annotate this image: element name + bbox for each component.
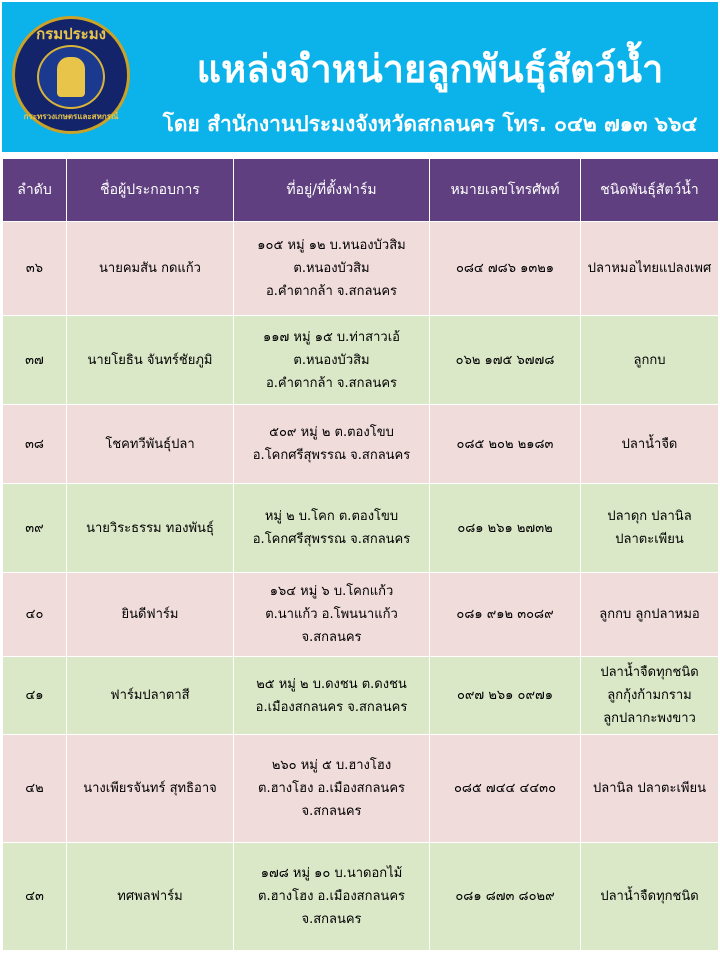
- address-line: ๑๑๗ หมู่ ๑๕ บ.ท่าสาวเอ้: [263, 329, 400, 345]
- operator-name: ฟาร์มปลาตาสี: [67, 657, 234, 735]
- address-line: อ.คำตากล้า จ.สกลนคร: [265, 375, 398, 391]
- row-number: ๓๘: [3, 405, 67, 484]
- row-number: ๓๖: [3, 222, 67, 316]
- operator-name: นายโยธิน จันทร์ชัยภูมิ: [67, 316, 234, 405]
- table-row: [3, 222, 719, 316]
- farm-address: [234, 843, 430, 951]
- address-line: ต.นาแก้ว อ.โพนนาแก้ว: [265, 607, 398, 622]
- operator-name: ยินดีฟาร์ม: [67, 573, 234, 657]
- address-line: ๒๕ หมู่ ๒ บ.ดงชน ต.ดงชน: [256, 676, 407, 692]
- address-line: ต.ฮางโฮง อ.เมืองสกลนคร: [258, 781, 405, 796]
- address-line: ๑๗๘ หมู่ ๑๐ บ.นาดอกไม้: [260, 866, 403, 881]
- row-number: ๔๑: [3, 657, 67, 735]
- species-line: ปลาตะเพียน: [615, 532, 684, 547]
- species-line: ลูกปลากะพงขาว: [603, 711, 696, 726]
- operator-name: โชคทวีพันธุ์ปลา: [67, 405, 234, 484]
- column-header-name: ชื่อผู้ประกอบการ: [67, 159, 234, 222]
- address-line: อ.คำตากล้า จ.สกลนคร: [265, 284, 398, 299]
- table-row: [3, 735, 719, 843]
- table-row: [3, 405, 719, 484]
- table-row: [3, 316, 719, 405]
- phone-number: ๐๘๑ ๒๖๑ ๒๗๓๒: [430, 484, 581, 573]
- species: [581, 484, 719, 573]
- address-line: ต.ฮางโฮง อ.เมืองสกลนคร: [258, 889, 405, 904]
- table-row: [3, 657, 719, 735]
- species: [581, 405, 719, 484]
- species-line: ปลานิล ปลาตะเพียน: [593, 781, 706, 796]
- operator-name: นายวิระธรรม ทองพันธุ์: [67, 484, 234, 573]
- column-header-address: ที่อยู่/ที่ตั้งฟาร์ม: [234, 159, 430, 222]
- address-line: ๕๐๙ หมู่ ๒ ต.ตองโขบ: [269, 425, 394, 440]
- table-row: [3, 843, 719, 951]
- species: [581, 222, 719, 316]
- address-line: ๑๐๕ หมู่ ๑๒ บ.หนองบัวสิม: [257, 238, 406, 253]
- species-line: ปลาหมอไทยแปลงเพศ: [587, 261, 712, 276]
- species: [581, 316, 719, 405]
- species-line: ปลาน้ำจืด: [621, 436, 678, 452]
- farm-address: [234, 573, 430, 657]
- logo-emblem-ring: [37, 45, 105, 109]
- table-row: [3, 484, 719, 573]
- farm-address: [234, 316, 430, 405]
- farm-address: [234, 222, 430, 316]
- column-header-phone: หมายเลขโทรศัพท์: [430, 159, 581, 222]
- phone-number: ๐๘๕ ๗๔๔ ๔๔๓๐: [430, 735, 581, 843]
- address-line: หมู่ ๒ บ.โคก ต.ตองโขบ: [264, 509, 399, 524]
- department-of-fisheries-logo: [12, 16, 130, 134]
- header-banner: [2, 2, 718, 152]
- species: [581, 573, 719, 657]
- row-number: ๔๓: [3, 843, 67, 951]
- farm-address: [234, 735, 430, 843]
- address-line: ๒๖๐ หมู่ ๕ บ.ฮางโฮง: [271, 758, 392, 773]
- page-title: แหล่งจำหน่ายลูกพันธุ์สัตว์น้ำ: [196, 47, 664, 91]
- address-line: ๑๖๔ หมู่ ๖ บ.โคกแก้ว: [269, 584, 394, 599]
- row-number: ๓๙: [3, 484, 67, 573]
- species-line: ลูกกุ้งก้ามกราม: [607, 688, 692, 703]
- address-line: อ.โคกศรีสุพรรณ จ.สกลนคร: [252, 532, 411, 547]
- row-number: ๓๗: [3, 316, 67, 405]
- column-header-species: ชนิดพันธุ์สัตว์น้ำ: [581, 159, 719, 222]
- row-number: ๔๐: [3, 573, 67, 657]
- operator-name: ทศพลฟาร์ม: [67, 843, 234, 951]
- supplier-table: [2, 158, 719, 951]
- deity-emblem-icon: [57, 57, 85, 97]
- phone-number: ๐๘๑ ๘๗๓ ๘๐๒๙: [430, 843, 581, 951]
- column-header-no: ลำดับ: [3, 159, 67, 222]
- address-line: ต.หนองบัวสิม: [293, 352, 370, 368]
- row-number: ๔๒: [3, 735, 67, 843]
- table-row: [3, 573, 719, 657]
- address-line: จ.สกลนคร: [301, 912, 362, 927]
- farm-address: [234, 657, 430, 735]
- phone-number: ๐๙๗ ๒๖๑ ๐๙๗๑: [430, 657, 581, 735]
- species-line: ปลาน้ำจืดทุกชนิด: [600, 665, 699, 680]
- address-line: ต.หนองบัวสิม: [293, 261, 370, 276]
- operator-name: นางเพียรจันทร์ สุทธิอาจ: [67, 735, 234, 843]
- logo-top-text: กรมประมง: [36, 25, 106, 43]
- species-line: ปลาดุก ปลานิล: [607, 509, 692, 524]
- phone-number: ๐๘๔ ๗๘๖ ๑๓๒๑: [430, 222, 581, 316]
- address-line: อ.โคกศรีสุพรรณ จ.สกลนคร: [252, 448, 411, 463]
- species: [581, 735, 719, 843]
- species-line: ปลาน้ำจืดทุกชนิด: [600, 889, 699, 904]
- phone-number: ๐๖๒ ๑๗๕ ๖๗๗๘: [430, 316, 581, 405]
- table-header-row: [3, 159, 719, 222]
- address-line: จ.สกลนคร: [301, 630, 362, 645]
- page-subtitle: โดย สำนักงานประมงจังหวัดสกลนคร โทร. ๐๔๒ ๗๑๓ ๖๖๔: [162, 112, 698, 136]
- address-line: จ.สกลนคร: [301, 804, 362, 819]
- species-line: ลูกกบ ลูกปลาหมอ: [599, 607, 700, 622]
- species: [581, 657, 719, 735]
- logo-bottom-text: กระทรวงเกษตรและสหกรณ์: [23, 112, 119, 121]
- phone-number: ๐๘๕ ๒๐๒ ๒๑๘๓: [430, 405, 581, 484]
- farm-address: [234, 405, 430, 484]
- phone-number: ๐๘๑ ๙๑๒ ๓๐๘๙: [430, 573, 581, 657]
- address-line: อ.เมืองสกลนคร จ.สกลนคร: [255, 699, 408, 715]
- farm-address: [234, 484, 430, 573]
- species-line: ลูกกบ: [633, 352, 666, 368]
- operator-name: นายคมสัน กดแก้ว: [67, 222, 234, 316]
- species: [581, 843, 719, 951]
